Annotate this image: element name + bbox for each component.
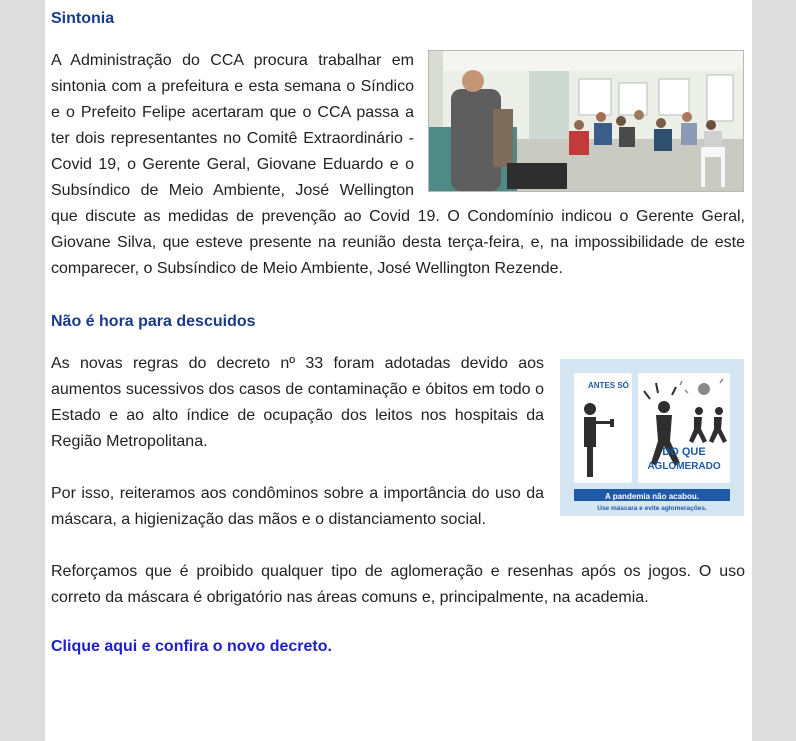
poster-right-label-1: DO QUE [662,446,706,458]
section-heading-sintonia: Sintonia [51,10,115,27]
decree-link-row [51,634,745,660]
newsletter-page [45,0,752,741]
section-descuidos [51,351,745,611]
descuidos-paragraph-3: Reforçamos que é proibido qualquer tipo de aglomeração e resenhas após os jogos. O uso correto da máscara é obrigatório nas áreas comuns e, principalmente, na academia. [51,563,745,606]
sintonia-paragraph: A Administração do CCA procura trabalhar em sintonia com a prefeitura e esta semana o Síndico e o Prefeito Felipe acertaram que o CCA passa a ter dois representantes no Comitê Extraordinário - Covid 19, o Gerente Geral, Giovane Eduardo e o Subsíndico de Meio Ambiente, José Wellington que discute as medidas de prevenção ao Covid 19. O Condomínio indicou o Gerente Geral, Giovane Silva, que esteve presente na reunião desta terça-feira, e, na impossibilidade de este comparecer, o Subsíndico de Meio Ambiente, José Wellington Rezende. [51,52,745,277]
descuidos-paragraph-2: Por isso, reiteramos aos condôminos sobre a importância do uso da máscara, a higienização das mãos e o distanciamento social. [51,485,544,528]
campaign-poster [560,359,744,516]
newsletter-content [51,0,745,660]
decree-link[interactable]: Clique aqui e confira o novo decreto. [51,638,332,655]
section-sintonia [51,48,745,282]
meeting-photo [428,50,744,192]
section-heading-descuidos: Não é hora para descuidos [51,313,256,330]
descuidos-paragraph-1: As novas regras do decreto nº 33 foram adotadas devido aos aumentos sucessivos dos casos de contaminação e óbitos em todo o Estado e ao alto índice de ocupação dos leitos nos hospitais da Região Metropolitana. [51,355,544,450]
poster-left-label: ANTES SÓ [588,381,629,390]
poster-footer-2: Use máscara e evite aglomerações. [597,505,707,512]
poster-footer-1: A pandemia não acabou. [605,492,699,501]
poster-right-label-2: AGLOMERADO [647,461,721,472]
